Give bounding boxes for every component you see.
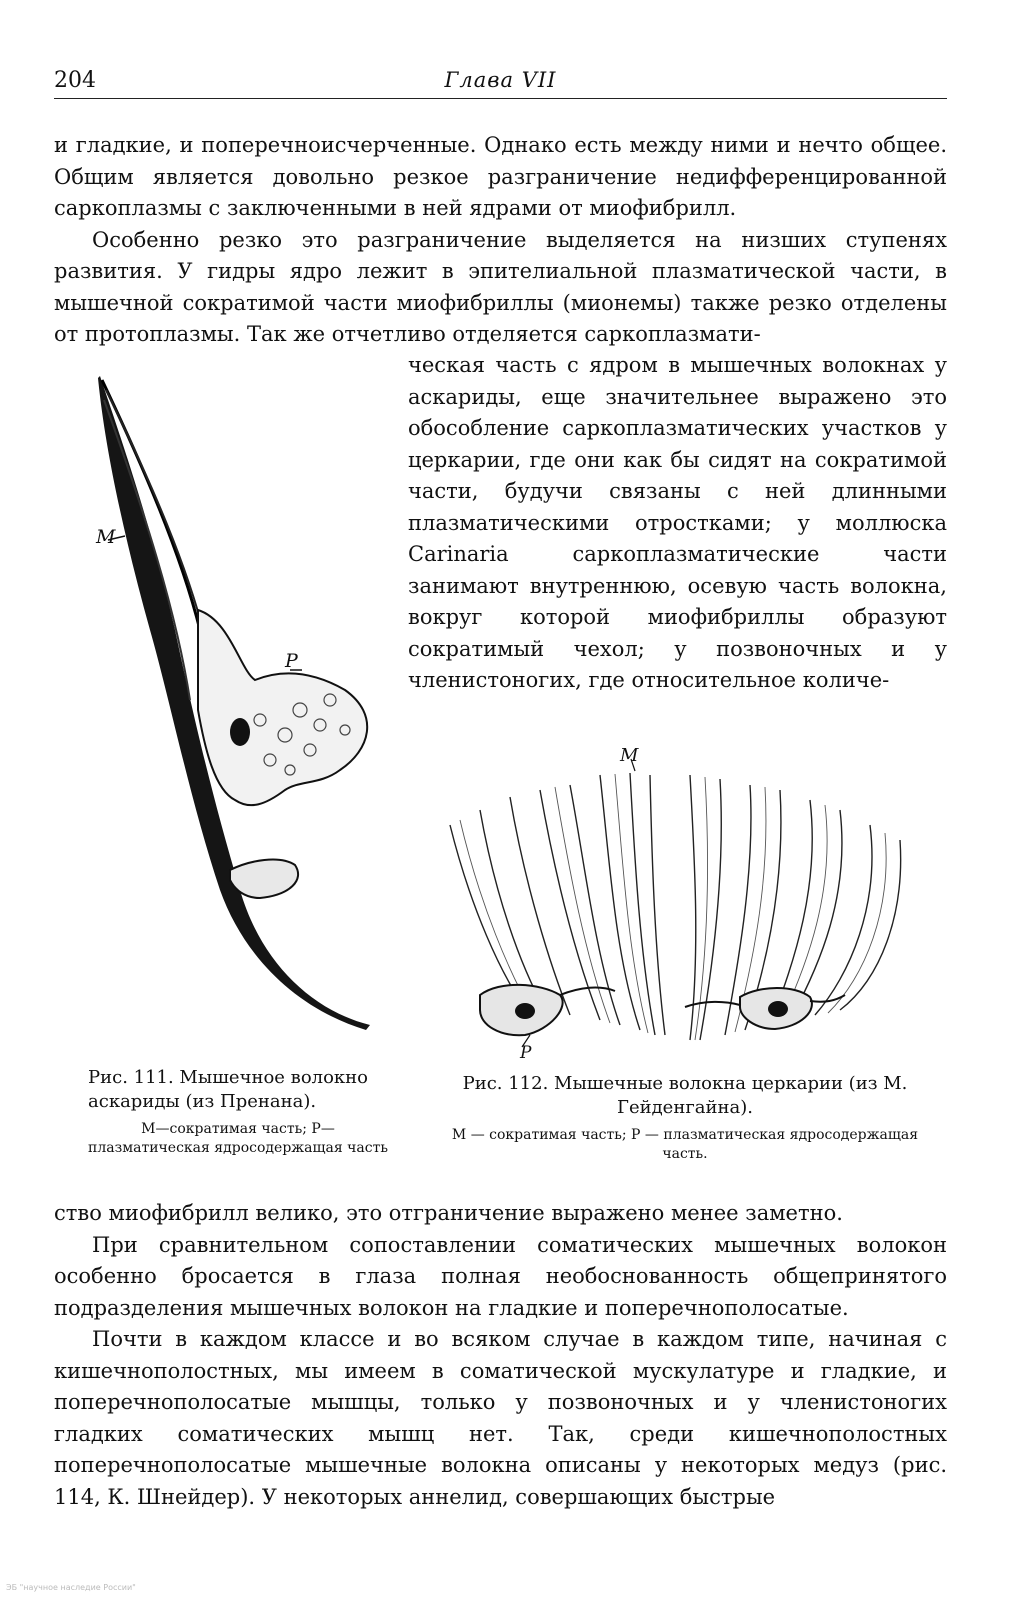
caption-title: Рис. 112. Мышечные волокна церкарии (из М. Гейденгайна). <box>462 1073 908 1118</box>
label-m: M <box>620 745 639 766</box>
label-p: P <box>520 1043 532 1063</box>
paragraph: ческая часть с ядром в мышечных волокнах у аскариды, еще значительнее выражено это обособление саркоплазматических участков у церкарии, где они как бы сидят на сократимой части, будучи связаны с ней длинными плазматическими отростками; у моллюска Carinaria саркоплазматические части занимают внутреннюю, осевую часть волокна, вокруг которой миофибриллы образуют сократимый чехол; у позвоночных и у членистоногих, где относительное количе- <box>408 353 947 692</box>
running-title: Глава VII <box>444 68 557 92</box>
caption-title: Рис. 111. Мышечное волокно аскариды (из Пренана). <box>88 1067 369 1112</box>
library-watermark: ЭБ "научное наследие России" <box>6 1583 136 1592</box>
paragraph: и гладкие, и поперечноисчерченные. Однако есть между ними и нечто общее. Общим является довольно резкое разграничение недифференцированной саркоплазмы с заключенными в ней ядрами от миофибрилл. <box>54 133 947 220</box>
figure-111-illustration <box>80 370 400 1040</box>
paragraph: Почти в каждом классе и во всяком случае в каждом типе, начиная с кишечнополостных, мы имеем в соматической мускулатуре и гладкие, и поперечнополосатые мышцы, только у позвоночных и у членистоногих гладких соматических мышц нет. Так, среди кишечнополостных поперечнополосатые мышечные волокна описаны у некоторых медуз (рис. 114, К. Шнейдер). У некоторых аннелид, совершающих быстрые <box>54 1327 947 1509</box>
caption-legend: М — сократимая часть; Р — плазматическая ядросодержащая часть. <box>451 1127 919 1162</box>
paragraph: Особенно резко это разграничение выделяется на низших ступенях развития. У гидры ядро лежит в эпителиальной плазматической части, в мышечной сократимой части миофибриллы (мионемы) также резко отделены от протоплазмы. Так же отчетливо отделяется саркоплазмати- <box>54 227 947 346</box>
label-p: P <box>285 650 298 672</box>
figure-111-caption <box>88 1066 388 1158</box>
paragraph: ство миофибрилл велико, это отграничение выражено менее заметно. <box>54 1201 843 1225</box>
figure-112-illustration <box>440 745 920 1065</box>
figure-112-caption <box>440 1072 930 1164</box>
body-text-right-column <box>408 350 947 697</box>
body-text-top <box>54 130 947 351</box>
caption-legend: М—сократимая часть; Р—плазматическая ядросодержащая часть <box>88 1121 388 1156</box>
page-number: 204 <box>54 68 96 93</box>
label-m: M <box>96 526 116 548</box>
cercaria-muscle-fibers-drawing <box>440 745 920 1065</box>
body-text-bottom <box>54 1198 947 1513</box>
page-header <box>54 64 947 99</box>
muscle-fiber-ascaris-drawing <box>80 370 400 1040</box>
paragraph: При сравнительном сопоставлении соматических мышечных волокон особенно бросается в глаза полная необоснованность общепринятого подразделения мышечных волокон на гладкие и поперечнополосатые. <box>54 1232 947 1320</box>
